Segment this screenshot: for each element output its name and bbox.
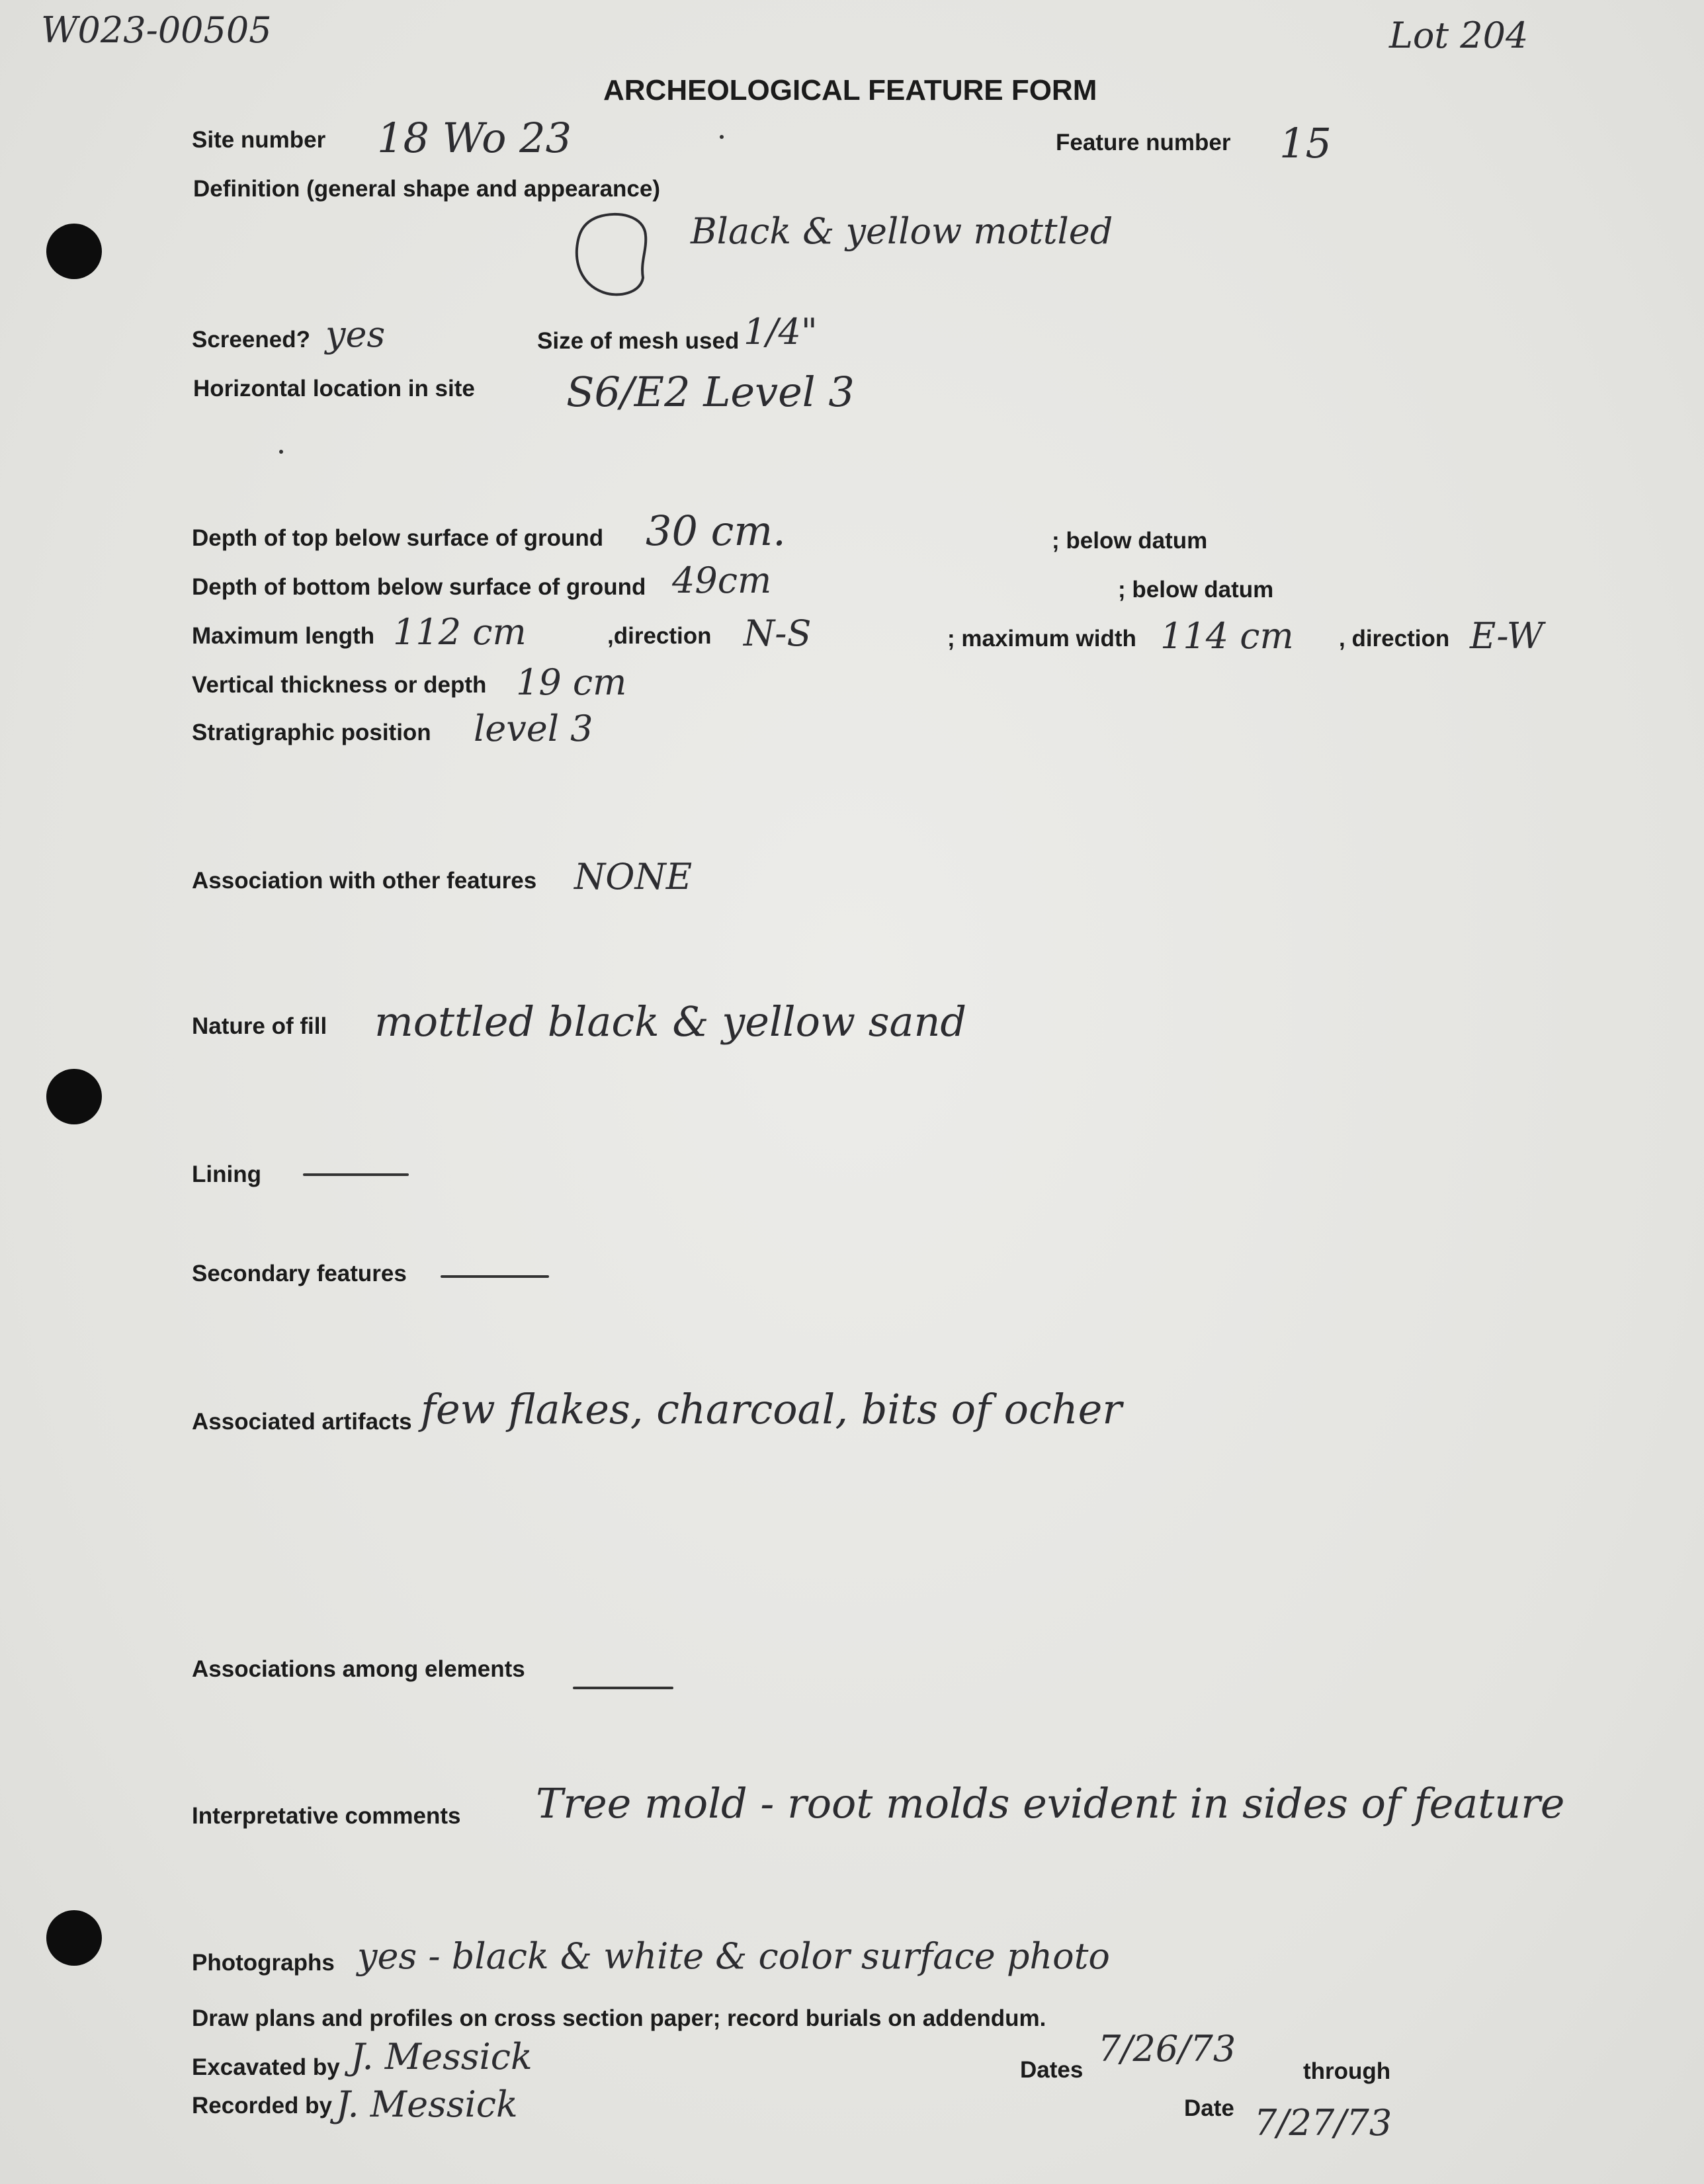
excavated-by-label: Excavated by (192, 2054, 340, 2080)
nature-of-fill-label: Nature of fill (192, 1013, 327, 1039)
mesh-size-label: Size of mesh used (537, 328, 740, 354)
mesh-size-value: 1/4" (744, 311, 818, 353)
width-direction-value: E-W (1470, 615, 1544, 657)
lining-label: Lining (192, 1161, 261, 1187)
punch-hole-bottom (46, 1910, 102, 1966)
punch-hole-middle (46, 1069, 102, 1124)
width-direction-label: , direction (1339, 626, 1450, 651)
punch-hole-top (46, 224, 102, 279)
document-id: W023-00505 (41, 9, 272, 51)
speck (279, 450, 283, 454)
date-value: 7/27/73 (1254, 2102, 1392, 2144)
instructions-text: Draw plans and profiles on cross section paper; record burials on addendum. (192, 2005, 1046, 2031)
photographs-value: yes - black & white & color surface photo (357, 1935, 1110, 1977)
max-length-label: Maximum length (192, 623, 375, 649)
nature-of-fill-value: mottled black & yellow sand (374, 997, 967, 1046)
interpretative-comments-value: Tree mold - root molds evident in sides of feature (536, 1779, 1565, 1827)
horizontal-location-label: Horizontal location in site (193, 376, 475, 401)
site-number-value: 18 Wo 23 (377, 114, 572, 162)
association-features-value: NONE (574, 856, 693, 898)
length-direction-label: ,direction (607, 623, 712, 649)
dates-value: 7/26/73 (1098, 2028, 1236, 2070)
feature-number-label: Feature number (1056, 130, 1231, 155)
definition-value: Black & yellow mottled (691, 210, 1113, 252)
screened-value: yes (325, 314, 386, 355)
horizontal-location-value: S6/E2 Level 3 (566, 368, 855, 416)
max-length-value: 112 cm (393, 611, 527, 653)
date-label: Date (1184, 2095, 1234, 2121)
definition-label: Definition (general shape and appearance) (193, 176, 660, 202)
form-title: ARCHEOLOGICAL FEATURE FORM (603, 74, 1097, 106)
depth-bottom-value: 49cm (672, 560, 772, 601)
speck (720, 135, 724, 139)
dates-label: Dates (1020, 2057, 1084, 2083)
depth-top-value: 30 cm. (646, 507, 786, 555)
feature-number-value: 15 (1279, 119, 1332, 167)
associations-elements-blank-dash (573, 1687, 673, 1689)
vertical-thickness-value: 19 cm (516, 661, 627, 703)
excavated-by-value: J. Messick (351, 2036, 532, 2078)
site-number-label: Site number (192, 127, 326, 153)
max-width-value: 114 cm (1160, 615, 1294, 657)
associated-artifacts-value: few flakes, charcoal, bits of ocher (421, 1385, 1122, 1433)
depth-top-datum-label: ; below datum (1052, 528, 1208, 554)
lot-number: Lot 204 (1389, 15, 1529, 56)
stratigraphic-position-label: Stratigraphic position (192, 720, 431, 745)
depth-top-label: Depth of top below surface of ground (192, 525, 604, 551)
length-direction-value: N-S (744, 612, 812, 654)
associated-artifacts-label: Associated artifacts (192, 1409, 412, 1435)
recorded-by-value: J. Messick (336, 2083, 518, 2125)
associations-elements-label: Associations among elements (192, 1656, 525, 1682)
through-label: through (1303, 2058, 1391, 2084)
association-features-label: Association with other features (192, 868, 537, 894)
vertical-thickness-label: Vertical thickness or depth (192, 672, 487, 698)
lining-blank-dash (303, 1173, 409, 1176)
secondary-features-label: Secondary features (192, 1261, 407, 1286)
interpretative-comments-label: Interpretative comments (192, 1803, 461, 1829)
recorded-by-label: Recorded by (192, 2093, 332, 2119)
stratigraphic-position-value: level 3 (474, 708, 593, 749)
depth-bottom-label: Depth of bottom below surface of ground (192, 574, 646, 600)
max-width-label: ; maximum width (947, 626, 1136, 651)
secondary-features-blank-dash (441, 1275, 549, 1278)
depth-bottom-datum-label: ; below datum (1118, 577, 1274, 603)
photographs-label: Photographs (192, 1950, 335, 1976)
screened-label: Screened? (192, 327, 310, 353)
feature-outline-sketch (572, 209, 658, 302)
